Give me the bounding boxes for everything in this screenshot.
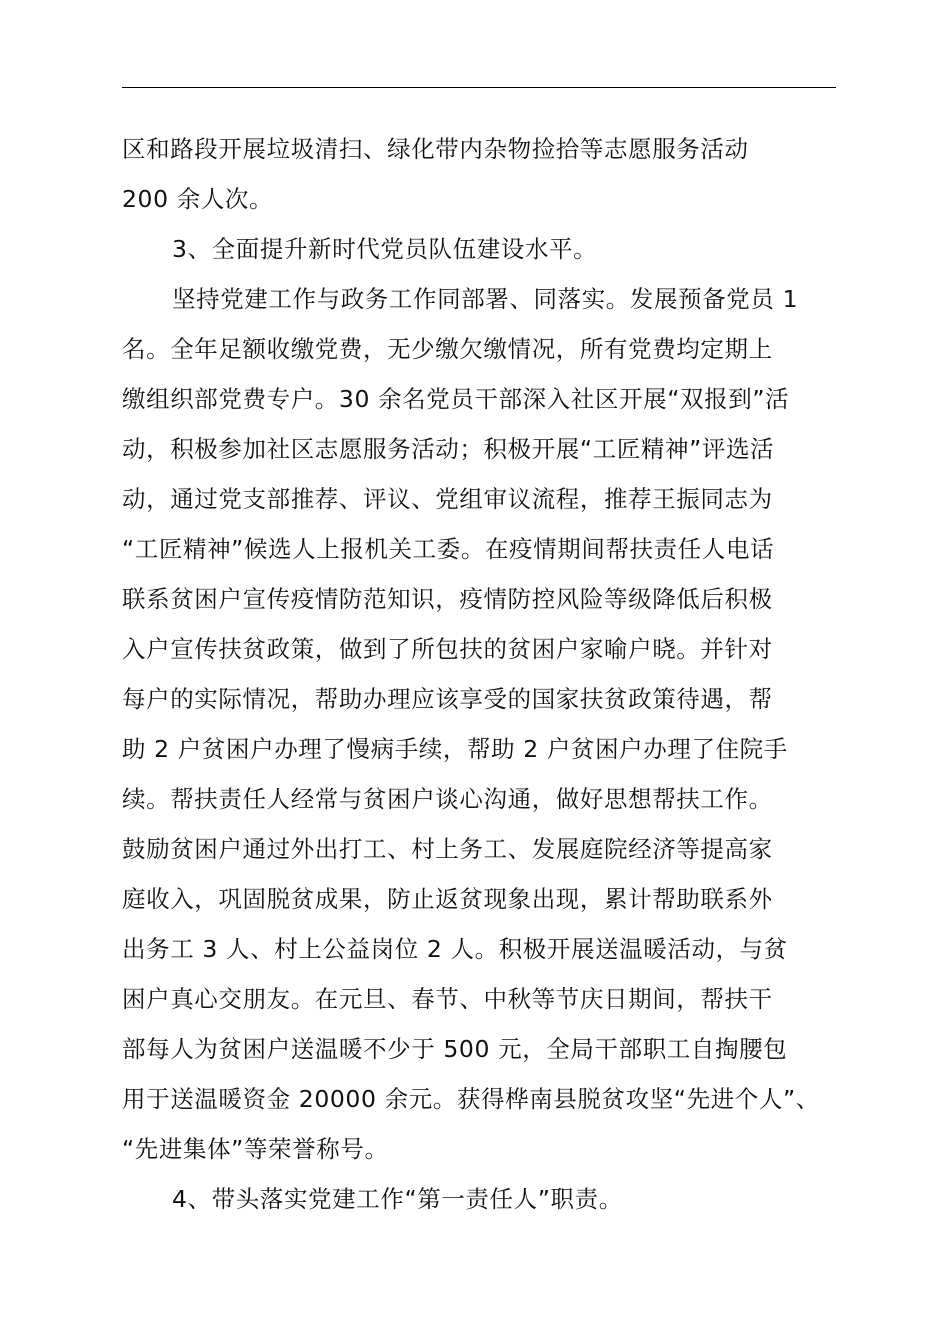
text-line: 每户的实际情况，帮助办理应该享受的国家扶贫政策待遇，帮	[122, 685, 773, 713]
text-line: 困户真心交朋友。在元旦、春节、中秋等节庆日期间，帮扶干	[122, 985, 773, 1013]
text-line: “工匠精神”候选人上报机关工委。在疫情期间帮扶责任人电话	[122, 535, 775, 563]
text-line: 区和路段开展垃圾清扫、绿化带内杂物捡拾等志愿服务活动	[122, 135, 749, 163]
text-line: 动，通过党支部推荐、评议、党组审议流程，推荐王振同志为	[122, 485, 773, 513]
text-line: 助 2 户贫困户办理了慢病手续，帮助 2 户贫困户办理了住院手	[122, 735, 788, 763]
text-line: 名。全年足额收缴党费，无少缴欠缴情况，所有党费均定期上	[122, 335, 773, 363]
text-line: 出务工 3 人、村上公益岗位 2 人。积极开展送温暖活动，与贫	[122, 935, 788, 963]
text-line: 入户宣传扶贫政策，做到了所包扶的贫困户家喻户晓。并针对	[122, 635, 773, 663]
section-heading: 4、带头落实党建工作“第一责任人”职责。	[172, 1185, 623, 1213]
text-line: 鼓励贫困户通过外出打工、村上务工、发展庭院经济等提高家	[122, 835, 773, 863]
section-heading: 3、全面提升新时代党员队伍建设水平。	[172, 235, 598, 263]
text-line: 续。帮扶责任人经常与贫困户谈心沟通，做好思想帮扶工作。	[122, 785, 773, 813]
text-line: 200 余人次。	[122, 185, 274, 213]
text-line: “先进集体”等荣誉称号。	[122, 1135, 389, 1163]
text-line: 部每人为贫困户送温暖不少于 500 元，全局干部职工自掏腰包	[122, 1035, 788, 1063]
paragraph-first-line: 坚持党建工作与政务工作同部署、同落实。发展预备党员 1	[172, 285, 799, 313]
text-line: 庭收入，巩固脱贫成果，防止返贫现象出现，累计帮助联系外	[122, 885, 773, 913]
text-line: 缴组织部党费专户。30 余名党员干部深入社区开展“双报到”活	[122, 385, 790, 413]
text-line: 联系贫困户宣传疫情防范知识，疫情防控风险等级降低后积极	[122, 585, 773, 613]
header-rule	[122, 87, 836, 88]
text-line: 动，积极参加社区志愿服务活动；积极开展“工匠精神”评选活	[122, 435, 775, 463]
text-line: 用于送温暖资金 20000 余元。获得桦南县脱贫攻坚“先进个人”、	[122, 1085, 820, 1113]
